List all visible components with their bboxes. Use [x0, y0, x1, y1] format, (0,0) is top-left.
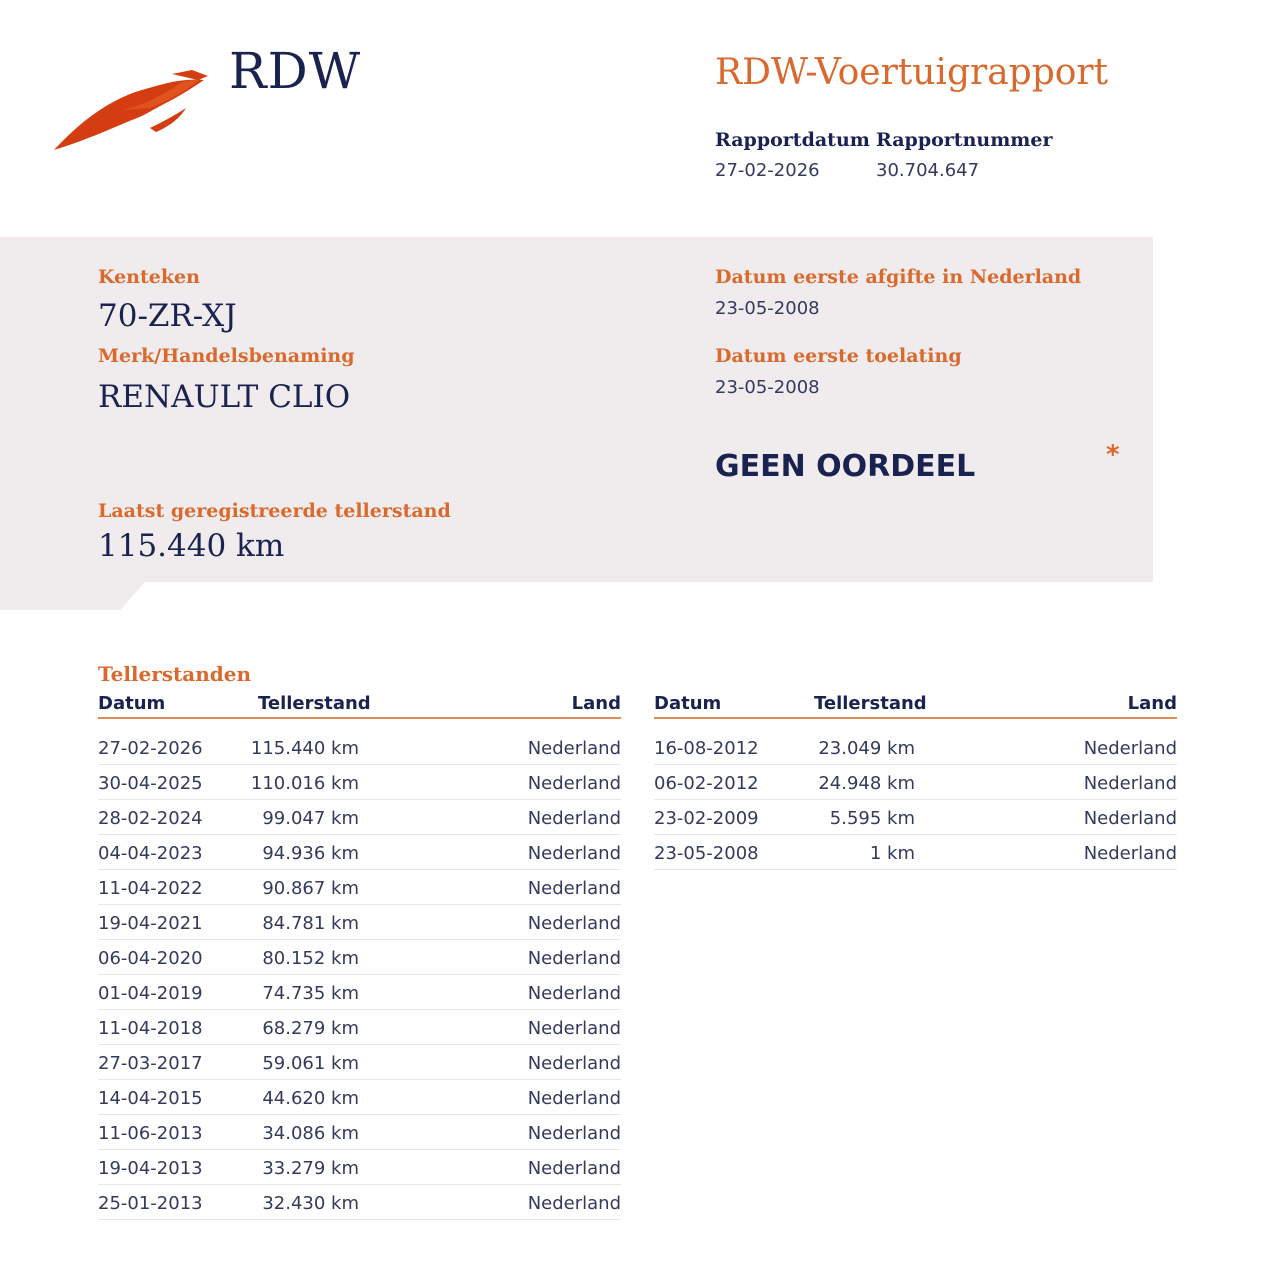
row-country: Nederland: [527, 948, 621, 969]
row-country: Nederland: [527, 983, 621, 1004]
row-country: Nederland: [1083, 843, 1177, 864]
row-odometer: 74.735 km: [262, 983, 359, 1004]
row-date: 23-05-2008: [654, 843, 759, 864]
first-registration-nl-label: Datum eerste afgifte in Nederland: [715, 266, 1082, 288]
table-row: [98, 730, 621, 765]
table-row: [98, 870, 621, 905]
table-row: [98, 1115, 621, 1150]
table-header: [654, 693, 1177, 719]
table-row: [98, 835, 621, 870]
row-date: 11-04-2018: [98, 1018, 203, 1039]
row-date: 11-06-2013: [98, 1123, 203, 1144]
row-odometer: 59.061 km: [262, 1053, 359, 1074]
make-label: Merk/Handelsbenaming: [98, 345, 355, 367]
row-date: 19-04-2013: [98, 1158, 203, 1179]
row-odometer: 1 km: [869, 843, 915, 864]
last-odometer-label: Laatst geregistreerde tellerstand: [98, 500, 451, 522]
odometer-section-title: Tellerstanden: [98, 662, 252, 686]
row-country: Nederland: [527, 1018, 621, 1039]
row-country: Nederland: [527, 738, 621, 759]
row-date: 27-03-2017: [98, 1053, 203, 1074]
row-country: Nederland: [527, 1088, 621, 1109]
table-row: [98, 1045, 621, 1080]
row-country: Nederland: [1083, 773, 1177, 794]
row-odometer: 33.279 km: [262, 1158, 359, 1179]
table-row: [98, 975, 621, 1010]
header-country: Land: [571, 693, 621, 714]
table-row: [98, 800, 621, 835]
row-country: Nederland: [527, 913, 621, 934]
plate-label: Kenteken: [98, 266, 200, 288]
row-date: 30-04-2025: [98, 773, 203, 794]
row-odometer: 44.620 km: [262, 1088, 359, 1109]
row-odometer: 115.440 km: [250, 738, 359, 759]
report-title: RDW-Voertuigrapport: [715, 52, 1109, 93]
row-country: Nederland: [1083, 808, 1177, 829]
summary-panel-tab: [0, 582, 145, 610]
row-date: 06-04-2020: [98, 948, 203, 969]
report-date-value: 27-02-2026: [715, 160, 820, 181]
row-country: Nederland: [527, 1053, 621, 1074]
row-date: 06-02-2012: [654, 773, 759, 794]
table-row: [98, 1150, 621, 1185]
row-country: Nederland: [1083, 738, 1177, 759]
table-row: [654, 800, 1177, 835]
odometer-table-right: [654, 693, 1177, 870]
row-country: Nederland: [527, 843, 621, 864]
report-date-label: Rapportdatum: [715, 129, 870, 151]
first-admission-value: 23-05-2008: [715, 377, 820, 398]
verdict-footnote-mark: *: [1106, 440, 1120, 470]
row-country: Nederland: [527, 878, 621, 899]
row-country: Nederland: [527, 773, 621, 794]
header-odometer: Tellerstand: [814, 693, 927, 714]
row-date: 01-04-2019: [98, 983, 203, 1004]
first-registration-nl-value: 23-05-2008: [715, 298, 820, 319]
row-odometer: 34.086 km: [262, 1123, 359, 1144]
row-odometer: 99.047 km: [262, 808, 359, 829]
row-odometer: 80.152 km: [262, 948, 359, 969]
make-value: RENAULT CLIO: [98, 379, 351, 415]
table-row: [654, 765, 1177, 800]
row-country: Nederland: [527, 1158, 621, 1179]
table-row: [98, 1010, 621, 1045]
row-date: 23-02-2009: [654, 808, 759, 829]
row-date: 27-02-2026: [98, 738, 203, 759]
odometer-verdict: GEEN OORDEEL: [715, 449, 976, 484]
table-row: [654, 730, 1177, 765]
row-date: 19-04-2021: [98, 913, 203, 934]
row-odometer: 23.049 km: [818, 738, 915, 759]
row-odometer: 90.867 km: [262, 878, 359, 899]
row-date: 16-08-2012: [654, 738, 759, 759]
row-odometer: 84.781 km: [262, 913, 359, 934]
header-odometer: Tellerstand: [258, 693, 371, 714]
row-date: 25-01-2013: [98, 1193, 203, 1214]
row-date: 28-02-2024: [98, 808, 203, 829]
header-date: Datum: [654, 693, 722, 714]
rdw-leaf-icon: [52, 70, 208, 154]
row-country: Nederland: [527, 1123, 621, 1144]
row-date: 04-04-2023: [98, 843, 203, 864]
table-row: [98, 765, 621, 800]
header-date: Datum: [98, 693, 166, 714]
table-row: [98, 1185, 621, 1220]
odometer-table-left: [98, 693, 621, 1220]
row-date: 14-04-2015: [98, 1088, 203, 1109]
row-date: 11-04-2022: [98, 878, 203, 899]
row-odometer: 32.430 km: [262, 1193, 359, 1214]
table-row: [654, 835, 1177, 870]
plate-value: 70-ZR-XJ: [98, 298, 237, 334]
row-odometer: 94.936 km: [262, 843, 359, 864]
table-row: [98, 940, 621, 975]
row-country: Nederland: [527, 1193, 621, 1214]
row-odometer: 110.016 km: [250, 773, 359, 794]
row-odometer: 5.595 km: [829, 808, 915, 829]
first-admission-label: Datum eerste toelating: [715, 345, 962, 367]
table-row: [98, 905, 621, 940]
report-number-label: Rapportnummer: [876, 129, 1053, 151]
table-row: [98, 1080, 621, 1115]
row-odometer: 24.948 km: [818, 773, 915, 794]
report-number-value: 30.704.647: [876, 160, 980, 181]
row-country: Nederland: [527, 808, 621, 829]
table-header: [98, 693, 621, 719]
rdw-logo-text: RDW: [229, 42, 362, 100]
last-odometer-value: 115.440 km: [98, 528, 285, 564]
header-country: Land: [1127, 693, 1177, 714]
row-odometer: 68.279 km: [262, 1018, 359, 1039]
